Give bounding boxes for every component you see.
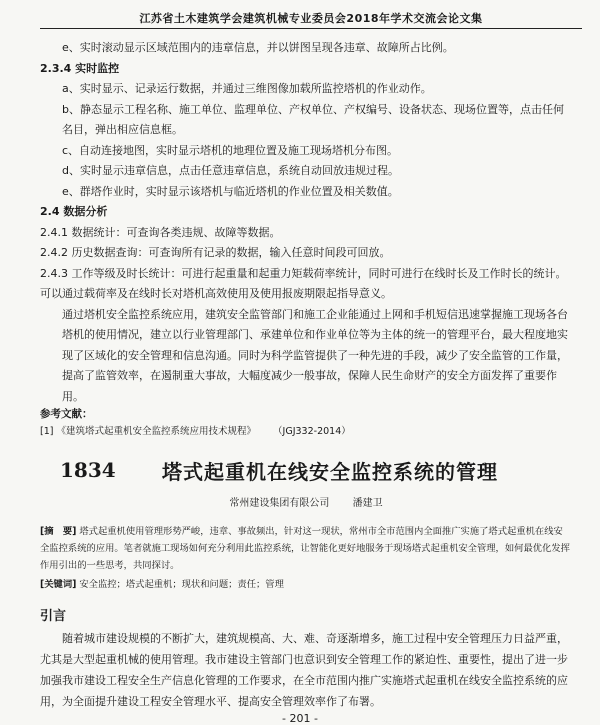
- list-item: a、实时显示、记录运行数据，并通过三维图像加载所监控塔机的作业动作。: [62, 82, 432, 95]
- keywords: [40, 576, 572, 593]
- reference-code: （JGJ332-2014）: [273, 426, 351, 437]
- article-title: 塔式起重机在线安全监控系统的管理: [162, 460, 498, 484]
- list-item: 2.4.1 数据统计：可查询各类违规、故障等数据。: [40, 225, 281, 239]
- abstract-text: 塔式起重机使用管理形势严峻，违章、事故频出，针对这一现状，常州市全市范围内全面推广实施了塔式起重机在线安全监控系统的应用。笔者就施工现场如何充分利用此监控系统，让智能化更好地服务于现场塔式起重机安全管理，如何最优化发挥作用引出的一些思考，共同探讨。: [40, 526, 570, 571]
- keywords-text: 安全监控；塔式起重机；现状和问题；责任；管理: [79, 579, 284, 590]
- reference-item: [40, 423, 572, 440]
- affiliation: 常州建设集团有限公司: [229, 498, 330, 509]
- keywords-label: [关键词]: [40, 579, 77, 590]
- abstract: [40, 523, 572, 574]
- list-item: b、静态显示工程名称、施工单位、监理单位、产权单位、产权编号、设备状态、现场位置等，点击任何名目，弹出相应信息框。: [62, 102, 564, 136]
- author-name: 潘建卫: [352, 498, 383, 509]
- list-item: 2.4.2 历史数据查询：可查询所有记录的数据，输入任意时间段可回放。: [40, 246, 391, 259]
- references: [40, 406, 572, 440]
- article-number: 1834: [60, 458, 116, 482]
- reference-title: 《建筑塔式起重机安全监控系统应用技术规程》: [56, 426, 257, 437]
- body-text: [40, 38, 572, 407]
- reference-number: [1]: [40, 426, 54, 437]
- list-item: 2.4.3 工作等级及时长统计：可进行起重量和起重力矩载荷率统计，同时可进行在线时长及工作时长的统计。可以通过载荷率及在线时长对塔机高效使用及使用报废期限起指导意义。: [40, 266, 567, 300]
- article: [40, 452, 572, 712]
- section-heading: 2.3.4 实时监控: [40, 61, 120, 75]
- section-heading: 2.4 数据分析: [40, 205, 108, 218]
- author-line: [40, 494, 572, 509]
- abstract-label: [摘 要]: [40, 526, 77, 537]
- list-item: e、群塔作业时，实时显示该塔机与临近塔机的作业位置及相关数值。: [62, 184, 399, 198]
- intro-heading: 引言: [40, 609, 67, 624]
- summary-paragraph: 通过塔机安全监控系统应用，建筑安全监管部门和施工企业能通过上网和手机短信迅速掌握施工现场各台塔机的使用情况，建立以行业管理部门、承建单位和作业单位等为主体的统一的管理平台，最大程度地实现了区域化的安全管理和信息沟通。同时为科学监管提供了一种先进的手段，减少了安全监管的工作量，提高了监管效率，在遏制重大事故，大幅度减少一般事故，保障人民生命财产的安全方面发挥了重要作用。: [62, 307, 568, 403]
- references-heading: 参考文献：: [40, 408, 93, 420]
- running-header: 江苏省土木建筑学会建筑机械专业委员会2018年学术交流会论文集: [139, 12, 483, 25]
- article-title-row: [40, 452, 572, 492]
- list-item: e、实时滚动显示区域范围内的违章信息，并以饼图呈现各违章、故障所占比例。: [62, 41, 454, 54]
- list-item: d、实时显示违章信息，点击任意违章信息，系统自动回放违规过程。: [62, 164, 399, 177]
- list-item: c、自动连接地图，实时显示塔机的地理位置及施工现场塔机分布图。: [62, 143, 399, 157]
- page-number: - 201 -: [282, 712, 318, 725]
- header-rule: [40, 28, 582, 29]
- intro-paragraph: 随着城市建设规模的不断扩大，建筑规模高、大、难、奇逐渐增多，施工过程中安全管理压力日益严重，尤其是大型起重机械的使用管理。我市建设主管部门也意识到安全管理工作的紧迫性、重要性，提出了进一步加强我市建设工程安全生产信息化管理的工作要求，在全市范围内推广实施塔式起重机在线安全监控系统的应用，为全面提升建设工程安全管理水平、提高安全管理效率作了布署。: [40, 632, 568, 708]
